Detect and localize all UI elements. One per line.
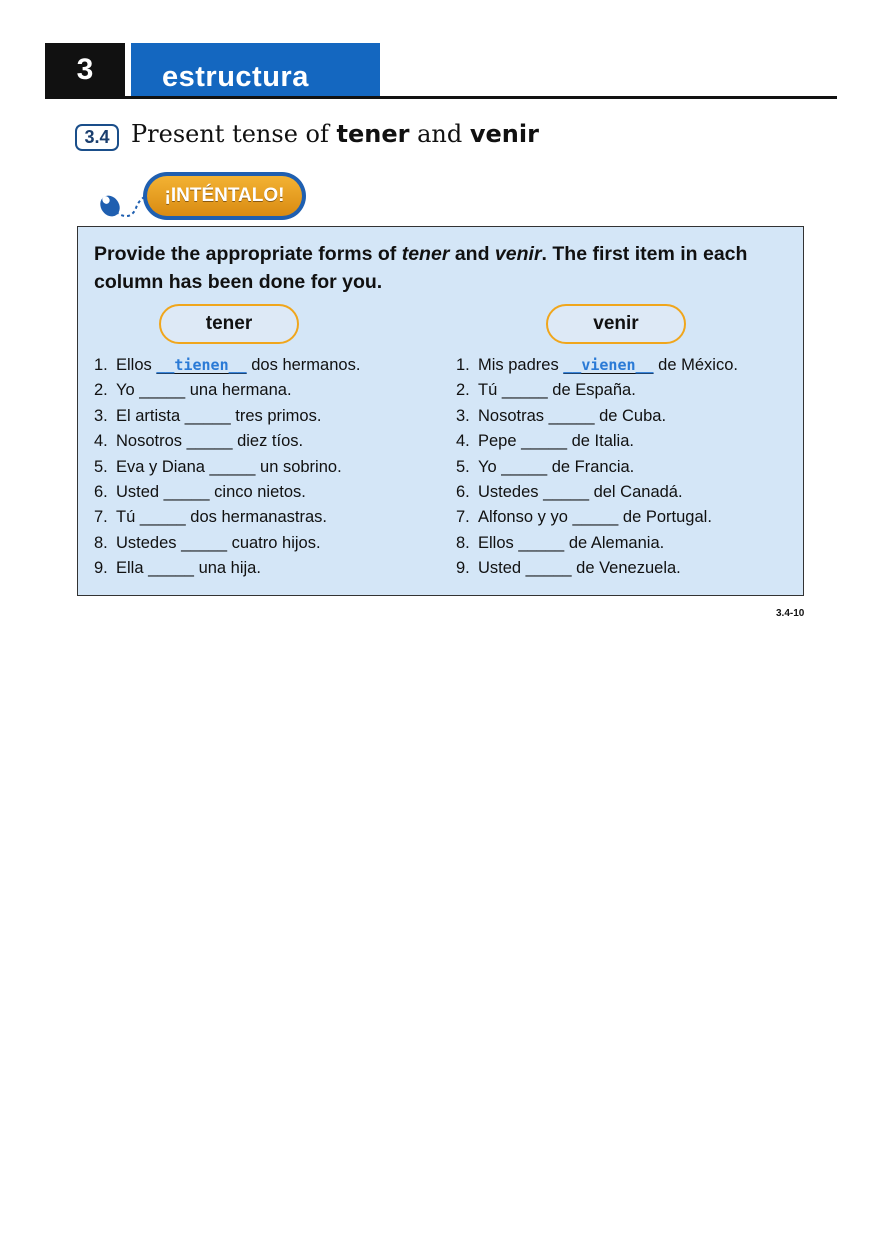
item-number: 9. xyxy=(94,559,108,578)
title-and: and xyxy=(409,120,470,148)
answer-example: __vienen__ xyxy=(563,356,654,374)
item-number: 4. xyxy=(456,432,470,451)
chapter-number: 3 xyxy=(45,43,125,97)
title-verb-venir: venir xyxy=(469,120,539,148)
list-item xyxy=(94,378,360,403)
section-badge: 3.4 xyxy=(75,124,119,151)
list-item xyxy=(94,480,360,505)
item-text: Mis padres xyxy=(478,356,564,374)
instr-and: and xyxy=(449,243,495,265)
item-text: Alfonso y yo _____ de Portugal. xyxy=(478,508,712,527)
item-number: 7. xyxy=(456,508,470,527)
item-number: 3. xyxy=(456,406,470,425)
list-item xyxy=(456,353,738,378)
list-item xyxy=(94,531,360,556)
item-number: 6. xyxy=(94,482,108,501)
item-text-end: de México. xyxy=(653,356,738,374)
mouse-icon xyxy=(98,188,148,222)
item-text: Ellos _____ de Alemania. xyxy=(478,533,665,552)
item-number: 6. xyxy=(456,482,470,501)
list-item xyxy=(456,429,738,454)
section-title xyxy=(131,120,539,148)
list-item xyxy=(94,404,360,429)
item-number: 5. xyxy=(456,457,470,476)
item-number: 7. xyxy=(94,508,108,527)
section-label: estructura xyxy=(131,43,380,97)
item-number: 2. xyxy=(456,381,470,400)
intentalo-pill xyxy=(143,172,306,220)
item-number: 1. xyxy=(94,356,108,374)
item-number: 2. xyxy=(94,381,108,400)
venir-list xyxy=(456,353,738,582)
item-number: 5. xyxy=(94,457,108,476)
item-text: Usted _____ cinco nietos. xyxy=(116,482,306,501)
list-item xyxy=(94,556,360,581)
item-number: 4. xyxy=(94,432,108,451)
item-number: 8. xyxy=(94,533,108,552)
item-text: Nosotros _____ diez tíos. xyxy=(116,432,304,451)
item-text: El artista _____ tres primos. xyxy=(116,406,322,425)
item-text: Ustedes _____ del Canadá. xyxy=(478,482,683,501)
item-text: Pepe _____ de Italia. xyxy=(478,432,634,451)
column-heading-tener: tener xyxy=(159,304,299,344)
item-text: Yo _____ una hermana. xyxy=(116,381,292,400)
item-number: 1. xyxy=(456,356,470,374)
item-number: 3. xyxy=(94,406,108,425)
intentalo-label: ¡INTÉNTALO! xyxy=(147,176,302,216)
page-reference: 3.4-10 xyxy=(776,608,805,619)
list-item xyxy=(456,378,738,403)
item-text: Ella _____ una hija. xyxy=(116,559,261,578)
item-number: 9. xyxy=(456,559,470,578)
tener-list xyxy=(94,353,360,582)
list-item xyxy=(456,480,738,505)
item-text: Yo _____ de Francia. xyxy=(478,457,635,476)
list-item xyxy=(94,455,360,480)
list-item xyxy=(94,505,360,530)
column-heading-venir: venir xyxy=(546,304,686,344)
answer-example: __tienen__ xyxy=(156,356,247,374)
list-item xyxy=(456,531,738,556)
item-text: Nosotras _____ de Cuba. xyxy=(478,406,667,425)
instr-venir: venir xyxy=(494,243,542,265)
instr-part2: . The first item in each column has been done for you. xyxy=(94,243,748,293)
item-text-end: dos hermanos. xyxy=(246,356,361,374)
item-text: Tú _____ dos hermanastras. xyxy=(116,508,327,527)
title-prefix: Present tense of xyxy=(131,120,337,148)
item-text: Ellos xyxy=(116,356,157,374)
item-text: Tú _____ de España. xyxy=(478,381,636,400)
item-text: Ustedes _____ cuatro hijos. xyxy=(116,533,321,552)
title-verb-tener: tener xyxy=(336,120,410,148)
list-item xyxy=(456,505,738,530)
list-item xyxy=(456,455,738,480)
item-text: Eva y Diana _____ un sobrino. xyxy=(116,457,342,476)
instr-part1: Provide the appropriate forms of xyxy=(94,243,402,265)
list-item xyxy=(94,429,360,454)
header-rule xyxy=(45,96,837,99)
item-text: Usted _____ de Venezuela. xyxy=(478,559,681,578)
list-item xyxy=(94,353,360,378)
instr-tener: tener xyxy=(401,243,450,265)
instructions xyxy=(94,240,794,296)
list-item xyxy=(456,556,738,581)
item-number: 8. xyxy=(456,533,470,552)
exercise-box xyxy=(77,226,804,596)
list-item xyxy=(456,404,738,429)
